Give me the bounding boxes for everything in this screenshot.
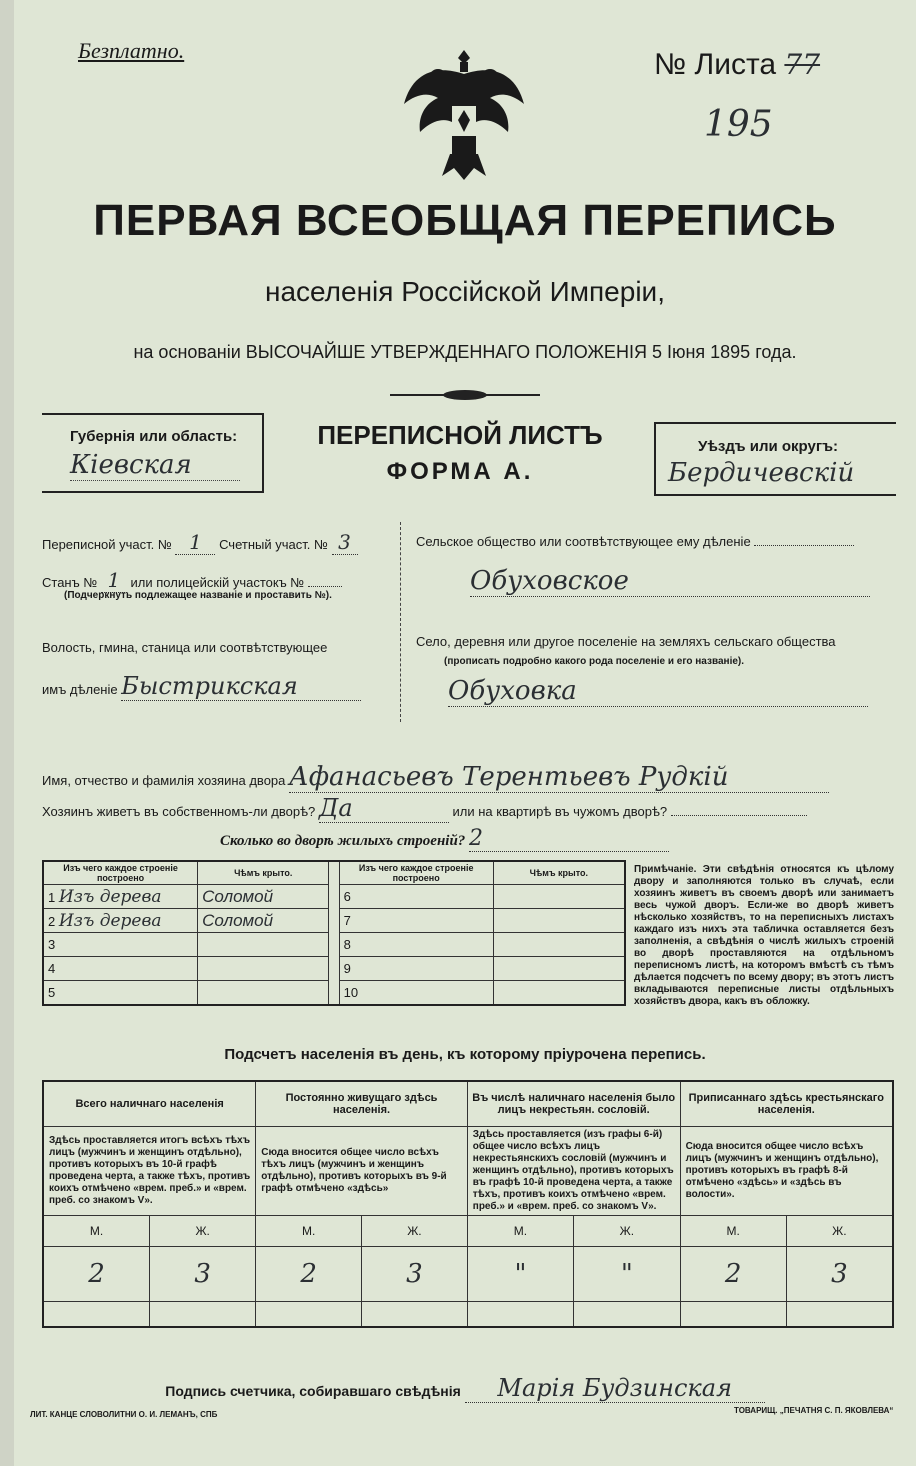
nonpeasant-female-value: ": [574, 1247, 680, 1302]
table-row: [43, 885, 625, 909]
m-label: М.: [256, 1216, 362, 1247]
material-cell: 1 Изъ дерева: [43, 885, 198, 909]
col-peasant-desc: Сюда вносится общее число всѣхъ лицъ (мужчинъ и женщинъ отдѣльно), противъ которыхъ въ графѣ 8-й отмѣчено «здѣсь» и «здѣсь въ волости».: [680, 1127, 893, 1216]
material-cell: 2 Изъ дерева: [43, 909, 198, 933]
material-cell: 5: [43, 981, 198, 1006]
permanent-male-value: 2: [256, 1247, 362, 1302]
own-yard-value: Да: [319, 794, 449, 823]
col-nonpeasant-desc: Здѣсь проставляется (изъ графы 6-й) общее число всѣхъ лицъ некрестьянскихъ сословій (мужчинъ и женщинъ отдѣльно), противъ которыхъ въ графѣ 10-й проведена черта, а также тѣхъ, противъ коихъ отмѣчено «врем. преб.» и «врем. преб. со знакомъ V».: [467, 1127, 680, 1216]
permanent-female-value: 3: [362, 1247, 468, 1302]
population-title: Подсчетъ населенія въ день, къ которому пріурочена перепись.: [224, 1046, 706, 1063]
nonpeasant-male-value: ": [467, 1247, 573, 1302]
village-label: Село, деревня или другое поселеніе на земляхъ сельскаго общества: [416, 634, 836, 649]
col-roof-left: Чѣмъ крыто.: [198, 861, 329, 885]
col-total-header: Всего наличнаго населенія: [43, 1081, 256, 1127]
total-male-value: 2: [43, 1247, 150, 1302]
signature-line: [14, 1374, 916, 1403]
col-permanent-desc: Сюда вносится общее число всѣхъ тѣхъ лицъ (мужчинъ и женщинъ отдѣльно), противъ которыхъ въ 9-й графѣ отмѣчено «здѣсь»: [256, 1127, 468, 1216]
roof-cell: Соломой: [198, 885, 329, 909]
free-label: Безплатно.: [78, 38, 185, 63]
sheet-label-text: № Листа: [654, 48, 777, 81]
form-title: ПЕРЕПИСНОЙ ЛИСТЪ: [317, 420, 603, 450]
col-material-right: Изъ чего каждое строеніе построено: [339, 861, 493, 885]
buildings-table: [42, 860, 626, 1006]
signature-label: Подпись счетчика, собиравшаго свѣдѣнія: [165, 1383, 461, 1399]
table-row: [43, 909, 625, 933]
own-yard-label: Хозяинъ живетъ въ собственномъ-ли дворѣ?: [42, 804, 316, 819]
f-label: Ж.: [574, 1216, 680, 1247]
col-peasant-header: Приписаннаго здѣсь крестьянскаго населенія.: [680, 1081, 893, 1127]
buildings-line: [220, 826, 669, 852]
form-name: ФОРМА А.: [386, 458, 534, 485]
rented-blank: [671, 815, 807, 816]
gubernia-label: Губернія или область:: [70, 428, 238, 445]
material-cell: 10: [339, 981, 493, 1006]
printer-right: ТОВАРИЩ. „ПЕЧАТНЯ С. П. ЯКОВЛЕВА“: [734, 1406, 894, 1415]
owner-name-label: Имя, отчество и фамилія хозяина двора: [42, 773, 286, 788]
f-label: Ж.: [786, 1216, 893, 1247]
uezd-label: Уѣздъ или округъ:: [698, 438, 839, 455]
table-row: [43, 957, 625, 981]
roof-cell: [198, 981, 329, 1006]
owner-name-line: [42, 762, 829, 793]
count-district-value: 3: [332, 530, 358, 555]
census-form-page: [14, 0, 916, 1466]
sheet-number-old: 77: [784, 48, 821, 81]
volost-value: Быстрикская: [121, 672, 361, 701]
stan-value: 1: [101, 568, 127, 593]
rented-label: или на квартирѣ въ чужомъ дворѣ?: [452, 804, 668, 819]
stan-label: Станъ №: [42, 575, 98, 590]
roof-cell: [198, 933, 329, 957]
census-title: ПЕРВАЯ ВСЕОБЩАЯ ПЕРЕПИСЬ: [93, 196, 837, 245]
col-roof-right: Чѣмъ крыто.: [493, 861, 625, 885]
sheet-number-label: [654, 48, 820, 82]
material-cell: 4: [43, 957, 198, 981]
sheet-number-handwritten: 195: [704, 104, 773, 145]
peasant-female-value: 3: [786, 1247, 893, 1302]
double-headed-eagle-icon: [394, 44, 534, 184]
decree-line: на основаніи ВЫСОЧАЙШЕ УТВЕРЖДЕННАГО ПОЛОЖЕНІЯ 5 Іюня 1895 года.: [133, 342, 797, 362]
volost-line: [42, 672, 361, 701]
roof-cell: [493, 957, 625, 981]
buildings-value: 2: [469, 826, 669, 852]
owner-yard-line: [42, 794, 807, 823]
census-subtitle: населенія Россійской Имперіи,: [265, 276, 665, 307]
material-cell: 7: [339, 909, 493, 933]
roof-cell: [198, 957, 329, 981]
material-cell: 3: [43, 933, 198, 957]
total-female-value: 3: [150, 1247, 256, 1302]
police-blank: [308, 586, 342, 587]
owner-name-value: Афанасьевъ Терентьевъ Рудкiй: [289, 762, 829, 793]
f-label: Ж.: [362, 1216, 468, 1247]
gubernia-value: Кiевская: [70, 450, 240, 481]
census-district-label: Переписной участ. №: [42, 537, 172, 552]
binding-edge: [0, 0, 15, 1466]
roof-cell: Соломой: [198, 909, 329, 933]
count-district-label: Счетный участ. №: [219, 537, 328, 552]
m-label: М.: [43, 1216, 150, 1247]
uezd-value: Бердичевскiй: [668, 458, 855, 488]
society-label: Сельское общество или соотвѣтствующее ему дѣленіе: [416, 534, 751, 549]
col-permanent-header: Постоянно живущаго здѣсь населенія.: [256, 1081, 468, 1127]
roof-cell: [493, 885, 625, 909]
district-line: [42, 530, 358, 555]
roof-cell: [493, 933, 625, 957]
material-cell: 9: [339, 957, 493, 981]
society-blank: [754, 545, 854, 546]
stan-note: (Подчеркнуть подлежащее названіе и проставить №).: [64, 590, 332, 601]
ornament-divider-icon: [390, 388, 540, 402]
society-line: [416, 534, 854, 549]
village-value: Обуховка: [448, 676, 868, 707]
material-cell: 6: [339, 885, 493, 909]
col-nonpeasant-header: Въ числѣ наличнаго населенія было лицъ некрестьян. сословій.: [467, 1081, 680, 1127]
table-row: [43, 981, 625, 1006]
col-total-desc: Здѣсь проставляется итогъ всѣхъ тѣхъ лицъ (мужчинъ и женщинъ отдѣльно), противъ которыхъ въ 10-й графѣ проведена черта, а также тѣхъ, противъ коихъ отмѣчено «врем. преб.» и «врем. преб. со знакомъ V».: [43, 1127, 256, 1216]
volost-label-1: Волость, гмина, станица или соотвѣтствующее: [42, 640, 328, 655]
f-label: Ж.: [150, 1216, 256, 1247]
village-note: (прописать подробно какого рода поселеніе и его названіе).: [444, 656, 745, 667]
printer-left: ЛИТ. КАНЦЕ СЛОВОЛИТНИ О. И. ЛЕМАНЪ, СПБ: [30, 1410, 218, 1419]
peasant-male-value: 2: [680, 1247, 786, 1302]
volost-label-2: имъ дѣленіе: [42, 682, 118, 697]
signature-value: Марiя Будзинская: [465, 1374, 765, 1403]
census-district-value: 1: [175, 530, 215, 555]
table-row: [43, 933, 625, 957]
roof-cell: [493, 909, 625, 933]
material-cell: 8: [339, 933, 493, 957]
m-label: М.: [467, 1216, 573, 1247]
police-label: или полицейскій участокъ №: [130, 575, 305, 590]
population-table: [42, 1080, 894, 1328]
col-material-left: Изъ чего каждое строеніе построено: [43, 861, 198, 885]
buildings-note: Примѣчаніе. Эти свѣдѣнія относятся къ цѣлому двору и заполняются только въ случаѣ, если хозяинъ живетъ въ своемъ дворѣ или занимаетъ весь чужой дворъ. Если-же во дворѣ живетъ нѣсколько хозяйствъ, то на переписныхъ листахъ каждаго изъ нихъ эта табличка оставляется безъ заполненія, а свѣдѣнія о числѣ жилыхъ строеній во дворѣ проставляются на отдѣльномъ переписномъ листѣ, на которомъ вмѣстѣ съ тѣмъ дѣлается подсчетъ по всему двору; въ этотъ листъ вкладываются переписные листы отдѣльныхъ хозяйствъ двора, какъ въ обложку.: [634, 864, 894, 1007]
m-label: М.: [680, 1216, 786, 1247]
buildings-label: Сколько во дворѣ жилыхъ строеній?: [220, 833, 466, 849]
roof-cell: [493, 981, 625, 1006]
society-value: Обуховское: [470, 566, 870, 597]
location-divider: [400, 522, 401, 722]
